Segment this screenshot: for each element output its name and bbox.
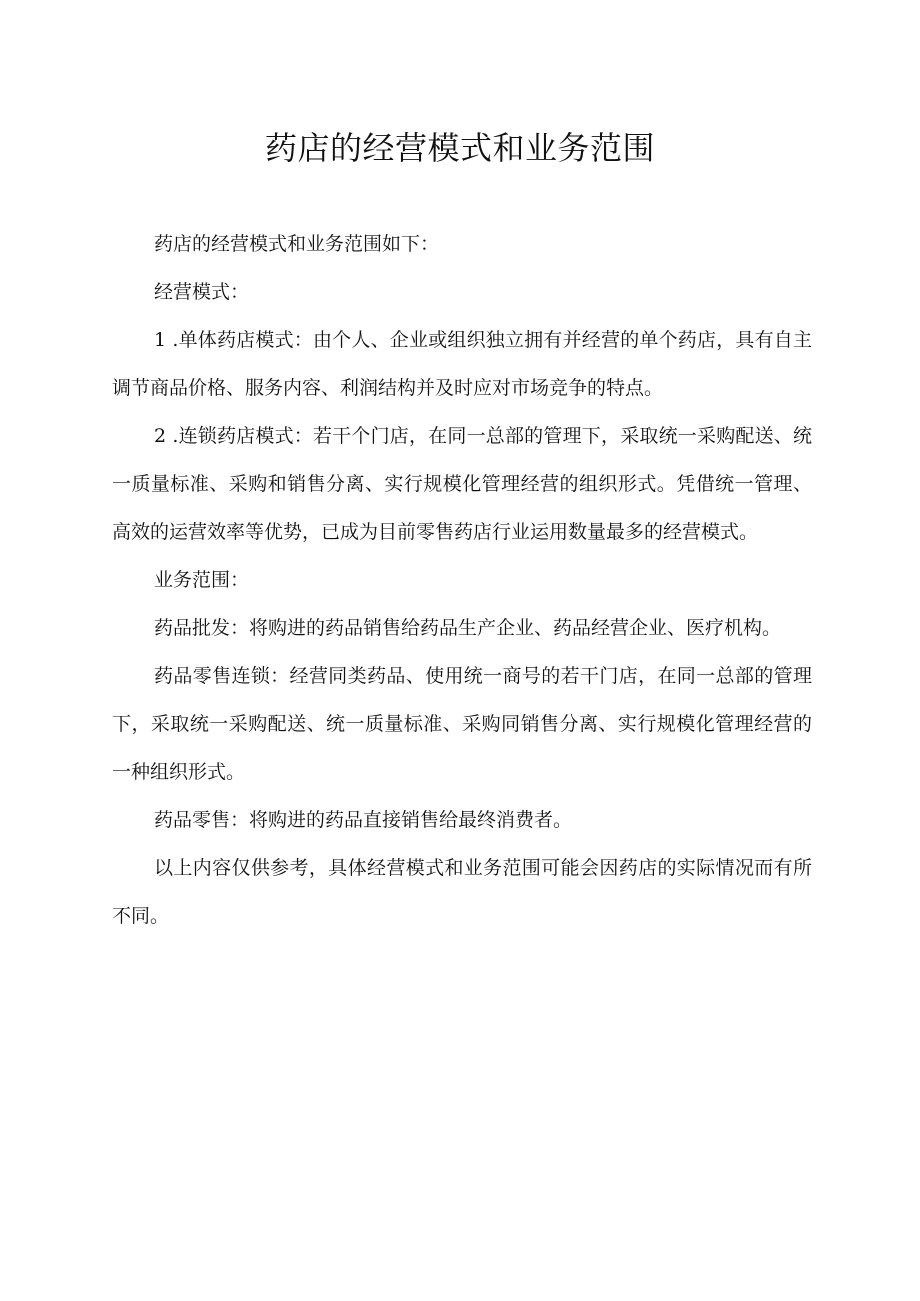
paragraph-chain-store-model: 2 .连锁药店模式：若干个门店，在同一总部的管理下，采取统一采购配送、统一质量标准、采购和销售分离、实行规模化管理经营的组织形式。凭借统一管理、高效的运营效率等优势，已成为目前零售药店行业运用数量最多的经营模式。 [112, 425, 812, 543]
paragraph-wholesale: 药品批发：将购进的药品销售给药品生产企业、药品经营企业、医疗机构。 [154, 617, 782, 639]
paragraph-disclaimer: 以上内容仅供参考，具体经营模式和业务范围可能会因药店的实际情况而有所不同。 [112, 857, 812, 927]
paragraph-single-store-model: 1 .单体药店模式：由个人、企业或组织独立拥有并经营的单个药店，具有自主调节商品价格、服务内容、利润结构并及时应对市场竞争的特点。 [112, 329, 812, 399]
document-title: 药店的经营模式和业务范围 [264, 129, 655, 167]
paragraph-intro: 药店的经营模式和业务范围如下： [154, 233, 440, 255]
paragraph-retail: 药品零售：将购进的药品直接销售给最终消费者。 [154, 809, 573, 831]
paragraph-heading-business-scope: 业务范围： [154, 569, 250, 591]
paragraph-heading-business-model: 经营模式： [154, 281, 250, 303]
paragraph-retail-chain: 药品零售连锁：经营同类药品、使用统一商号的若干门店，在同一总部的管理下，采取统一采购配送、统一质量标准、采购同销售分离、实行规模化管理经营的一种组织形式。 [112, 665, 812, 783]
document-body [112, 220, 812, 940]
